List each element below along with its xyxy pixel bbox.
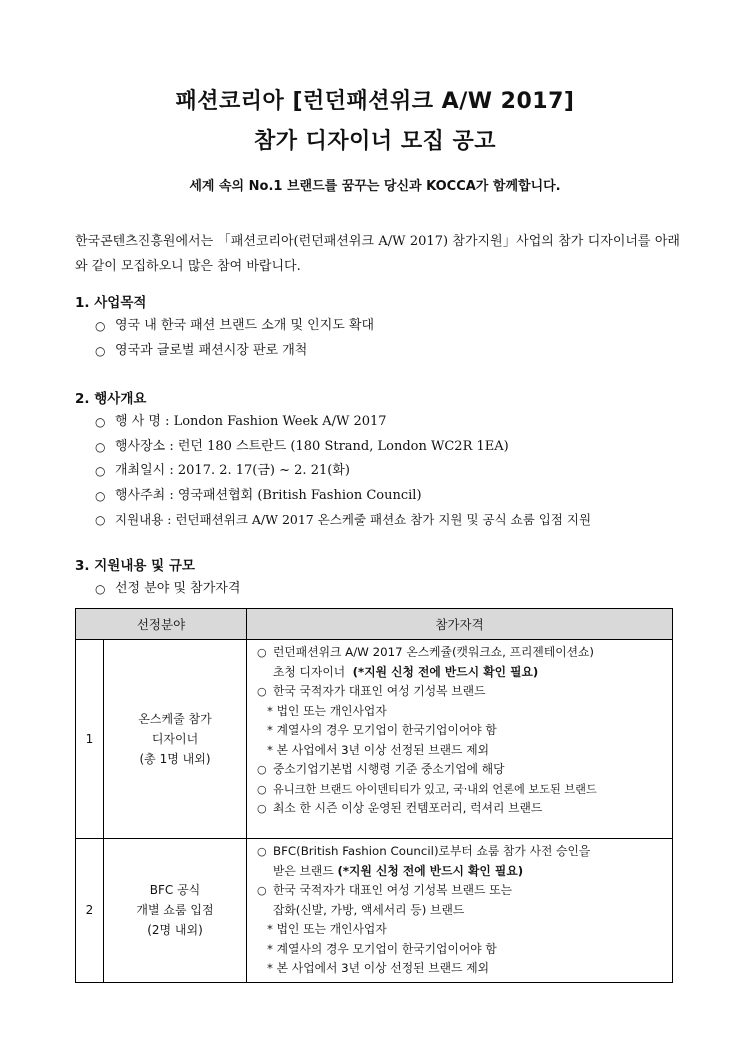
section-overview [75, 388, 695, 533]
section-items [75, 314, 695, 363]
circle-bullet-icon: ○ [95, 343, 106, 358]
page-title-line2: 참가 디자이너 모집 공고 [254, 129, 496, 154]
qualification-cell: ○ BFC(British Fashion Council)로부터 쇼룸 참가 사전 승인을 받은 브랜드 (*지원 신청 전에 반드시 확인 필요) ○ 한국 국적자가 대표인 여성 기성복 브랜드 또는 잡화(신발, 가방, 액세서리 등) 브랜드 * 법인 또는 개인사업자 * 계열사의 경우 모기업이 한국기업이어야 함 * 본 사업에서 3년 이상 선정된 브랜드 제외 [247, 839, 673, 983]
list-item: ○ 행사주최 : 영국패션협회 (British Fashion Council) [75, 484, 695, 509]
field-cell: 온스케줄 참가 디자이너 (총 1명 내외) [104, 640, 247, 839]
list-item: ○ 개최일시 : 2017. 2. 17(금) ~ 2. 21(화) [75, 459, 695, 484]
section-number: 1. [75, 295, 90, 311]
circle-bullet-icon: ○ [95, 415, 106, 429]
list-item: ○ 지원내용 : 런던패션위크 A/W 2017 온스케줄 패션쇼 참가 지원 및 공식 쇼룸 입점 지원 [75, 508, 695, 533]
section-title: 사업목적 [94, 295, 147, 311]
field-cell: BFC 공식 개별 쇼룸 입점 (2명 내외) [104, 839, 247, 983]
row-number: 1 [76, 640, 104, 839]
section-heading [75, 292, 695, 314]
circle-bullet-icon: ○ [95, 464, 106, 478]
header-qualification: 참가자격 [247, 609, 673, 640]
circle-bullet-icon: ○ [95, 582, 106, 596]
circle-bullet-icon: ○ [95, 513, 106, 527]
circle-bullet-icon: ○ [95, 439, 106, 454]
eligibility-table [75, 608, 673, 983]
list-item: ○ 행사장소 : 런던 180 스트란드 (180 Strand, London WC2R 1EA) [75, 435, 695, 460]
list-item: ○ 영국과 글로벌 패션시장 판로 개척 [75, 339, 695, 364]
intro-paragraph: 한국콘텐츠진흥원에서는 「패션코리아(런던패션위크 A/W 2017) 참가지원」사업의 참가 디자이너를 아래와 같이 모집하오니 많은 참여 바랍니다. [75, 234, 680, 274]
qualification-cell: ○ 런던패션위크 A/W 2017 온스케쥴(캣워크쇼, 프리젠테이션쇼) 초청 디자이너 (*지원 신청 전에 반드시 확인 필요) ○ 한국 국적자가 대표인 여성 기성복 브랜드 * 법인 또는 개인사업자 * 계열사의 경우 모기업이 한국기업이어야 함 * 본 사업에서 3년 이상 선정된 브랜드 제외 ○ 중소기업기본법 시행령 기준 중소기업에 해당 ○ 유니크한 브랜드 아이덴티티가 있고, 국·내외 언론에 보도된 브랜드 ○ 최소 한 시즌 이상 운영된 컨템포러리, 럭셔리 브랜드 [247, 640, 673, 839]
page-title: 패션코리아 [런던패션위크 A/W 2017] [175, 89, 575, 114]
table-row [76, 640, 673, 839]
circle-bullet-icon: ○ [95, 488, 106, 503]
subtitle: 세계 속의 No.1 브랜드를 꿈꾸는 당신과 KOCCA가 함께합니다. [189, 179, 561, 194]
table-header-row [76, 609, 673, 640]
section-heading [75, 555, 695, 577]
section-support [75, 555, 695, 602]
section-items [75, 410, 695, 533]
circle-bullet-icon: ○ [95, 319, 106, 333]
list-item: ○ 선정 분야 및 참가자격 [75, 577, 695, 602]
section-number: 2. [75, 391, 90, 407]
section-title: 행사개요 [94, 391, 147, 407]
section-title: 지원내용 및 규모 [94, 558, 195, 574]
list-item: ○ 행 사 명 : London Fashion Week A/W 2017 [75, 410, 695, 435]
table-row [76, 839, 673, 983]
row-number: 2 [76, 839, 104, 983]
section-heading [75, 388, 695, 410]
section-number: 3. [75, 558, 90, 574]
header-field: 선정분야 [76, 609, 247, 640]
list-item: ○ 영국 내 한국 패션 브랜드 소개 및 인지도 확대 [75, 314, 695, 339]
section-purpose [75, 292, 695, 363]
section-items [75, 577, 695, 602]
